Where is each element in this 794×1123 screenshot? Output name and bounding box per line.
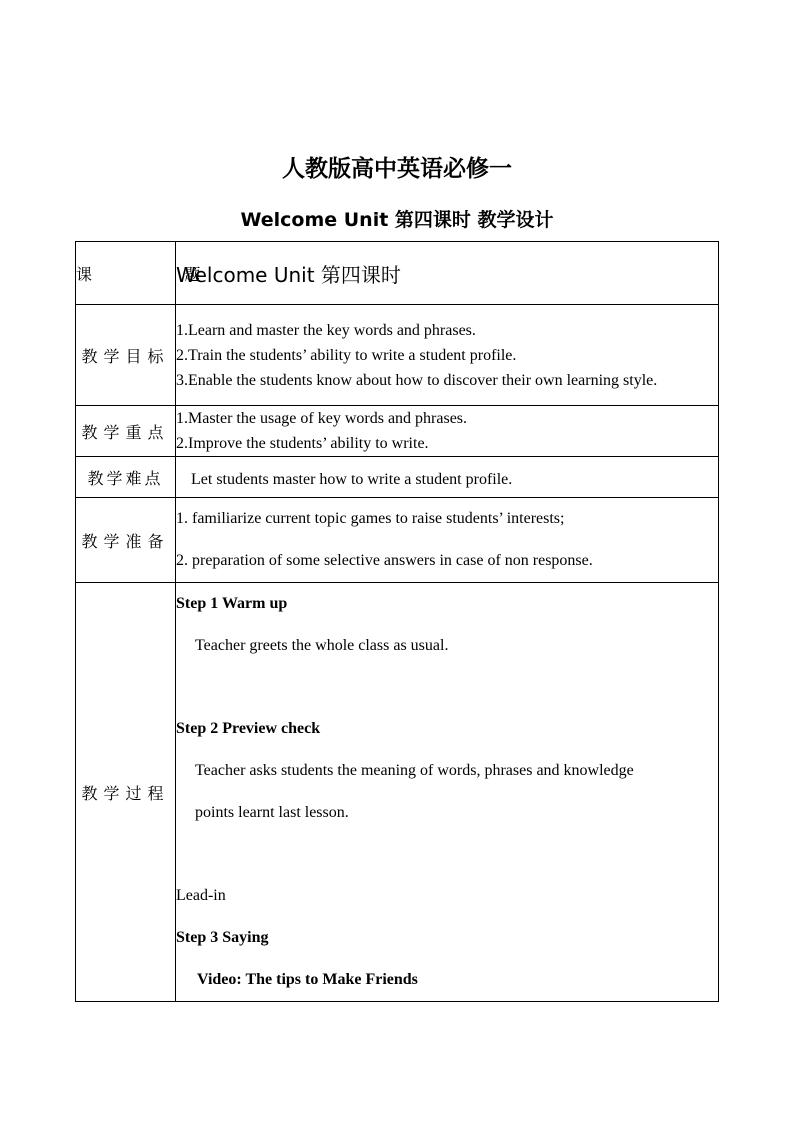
document-subtitle: Welcome Unit 第四课时 教学设计 bbox=[240, 209, 554, 231]
spacer bbox=[176, 834, 718, 875]
objectives-cell bbox=[176, 305, 719, 406]
objective-item: 1.Learn and master the key words and phrases. bbox=[176, 321, 476, 339]
topic-row bbox=[76, 242, 719, 305]
key-point-item: 2.Improve the students’ ability to write. bbox=[176, 435, 429, 452]
preparation-cell bbox=[176, 498, 719, 583]
process-row bbox=[76, 583, 719, 1002]
difficulties-value: Let students master how to write a student profile. bbox=[191, 471, 513, 488]
step2-text-line1: Teacher asks students the meaning of words, phrases and knowledge bbox=[195, 762, 634, 779]
objectives-row bbox=[76, 305, 719, 406]
step3-heading: Step 3 Saying bbox=[176, 929, 269, 946]
key-points-label: 教学重点 bbox=[76, 406, 176, 457]
video-title: Video: The tips to Make Friends bbox=[197, 971, 418, 988]
objective-item: 2.Train the students’ ability to write a student profile. bbox=[176, 346, 517, 364]
topic-value-cell bbox=[176, 242, 719, 305]
topic-value: Welcome Unit 第四课时 bbox=[176, 262, 401, 287]
objectives-label: 教学目标 bbox=[76, 305, 176, 406]
topic-label bbox=[76, 242, 201, 305]
difficulties-cell bbox=[176, 457, 719, 498]
key-point-item: 1.Master the usage of key words and phrases. bbox=[176, 410, 468, 427]
spacer bbox=[176, 667, 718, 708]
process-cell bbox=[176, 583, 719, 1002]
key-points-cell bbox=[176, 406, 719, 457]
lesson-plan-table bbox=[75, 241, 719, 1002]
step1-heading: Step 1 Warm up bbox=[176, 595, 288, 612]
step2-text-line2: points learnt last lesson. bbox=[195, 804, 349, 821]
step1-text: Teacher greets the whole class as usual. bbox=[195, 637, 449, 654]
objective-item: 3.Enable the students know about how to discover their own learning style. bbox=[176, 371, 658, 389]
lead-in: Lead-in bbox=[176, 887, 226, 904]
key-points-row bbox=[76, 406, 719, 457]
preparation-row bbox=[76, 498, 719, 583]
step2-heading: Step 2 Preview check bbox=[176, 720, 321, 737]
difficulties-row bbox=[76, 457, 719, 498]
topic-label-text: 课 题 bbox=[76, 264, 201, 284]
process-label: 教学过程 bbox=[76, 583, 176, 1002]
document-title: 人教版高中英语必修一 bbox=[282, 155, 512, 182]
difficulties-label: 教学难点 bbox=[76, 457, 176, 498]
preparation-label: 教学准备 bbox=[76, 498, 176, 583]
preparation-item: 1. familiarize current topic games to raise students’ interests; bbox=[176, 510, 565, 527]
preparation-item: 2. preparation of some selective answers in case of non response. bbox=[176, 552, 593, 569]
